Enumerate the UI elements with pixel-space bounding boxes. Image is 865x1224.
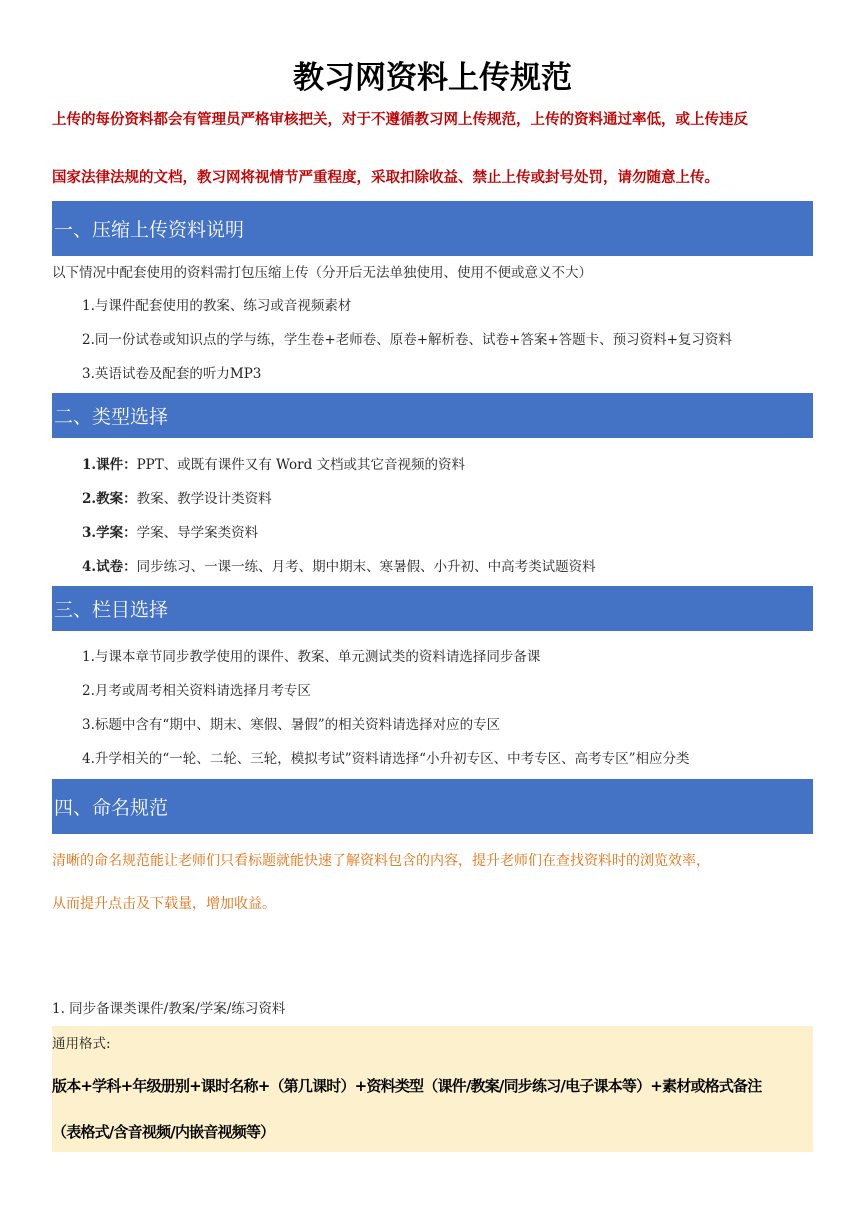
section-1-item: 2.同一份试卷或知识点的学与练，学生卷+老师卷、原卷+解析卷、试卷+答案+答题卡、预习资料+复习资料	[82, 332, 732, 348]
format-label: 通用格式:	[52, 1036, 111, 1052]
format-template-line-1: 版本+学科+年级册别+课时名称+（第几课时）+资料类型（课件/教案/同步练习/电子课本等）+素材或格式备注	[52, 1077, 762, 1095]
section-1-item: 3.英语试卷及配套的听力MP3	[82, 366, 262, 382]
section-heading-compress	[52, 201, 813, 256]
item-label: 3.学案：	[82, 525, 137, 541]
section-heading-text: 三、栏目选择	[54, 599, 169, 621]
section-heading-text: 四、命名规范	[54, 797, 169, 819]
item-text: PPT、或既有课件又有 Word 文档或其它音视频的资料	[136, 457, 466, 473]
section-2-item	[82, 555, 596, 575]
page-title: 教习网资料上传规范	[293, 60, 572, 96]
section-heading-naming	[52, 779, 813, 834]
section-2-item	[82, 453, 465, 473]
section-heading-text: 一、压缩上传资料说明	[54, 219, 245, 241]
section-2-item	[82, 487, 272, 507]
item-text: 教案、教学设计类资料	[136, 491, 272, 507]
section-3-item: 2.月考或周考相关资料请选择月考专区	[82, 683, 311, 699]
section-heading-type	[52, 393, 813, 438]
item-label: 2.教案：	[82, 491, 137, 507]
section-1-item: 1.与课件配套使用的教案、练习或音视频素材	[82, 298, 352, 314]
item-text: 同步练习、一课一练、月考、期中期末、寒暑假、小升初、中高考类试题资料	[136, 559, 596, 575]
intro-warning-line-1: 上传的每份资料都会有管理员严格审核把关，对于不遵循教习网上传规范，上传的资料通过率低，或上传违反	[52, 111, 748, 128]
section-1-lead: 以下情况中配套使用的资料需打包压缩上传（分开后无法单独使用、使用不便或意义不大）	[52, 265, 592, 281]
section-2-item	[82, 521, 258, 541]
section-3-item: 3.标题中含有“期中、期末、寒假、暑假”的相关资料请选择对应的专区	[82, 717, 501, 733]
section-heading-text: 二、类型选择	[54, 406, 169, 428]
intro-warning-line-2: 国家法律法规的文档，教习网将视情节严重程度，采取扣除收益、禁止上传或封号处罚，请勿随意上传。	[52, 169, 719, 186]
item-text: 学案、导学案类资料	[136, 525, 259, 541]
item-label: 4.试卷：	[82, 559, 137, 575]
naming-subsection-title: 1. 同步备课类课件/教案/学案/练习资料	[52, 1001, 286, 1017]
section-3-item: 4.升学相关的“一轮、二轮、三轮，模拟考试”资料请选择“小升初专区、中考专区、高考专区”相应分类	[82, 751, 690, 767]
naming-description-line-1: 清晰的命名规范能让老师们只看标题就能快速了解资料包含的内容，提升老师们在查找资料时的浏览效率，	[52, 853, 710, 869]
format-box	[52, 1026, 813, 1152]
format-template-line-2: （表格式/含音视频/内嵌音视频等）	[52, 1123, 275, 1141]
naming-description-line-2: 从而提升点击及下载量，增加收益。	[52, 896, 276, 912]
item-label: 1.课件：	[82, 457, 137, 473]
section-3-item: 1.与课本章节同步教学使用的课件、教案、单元测试类的资料请选择同步备课	[82, 649, 541, 665]
section-heading-column	[52, 586, 813, 631]
